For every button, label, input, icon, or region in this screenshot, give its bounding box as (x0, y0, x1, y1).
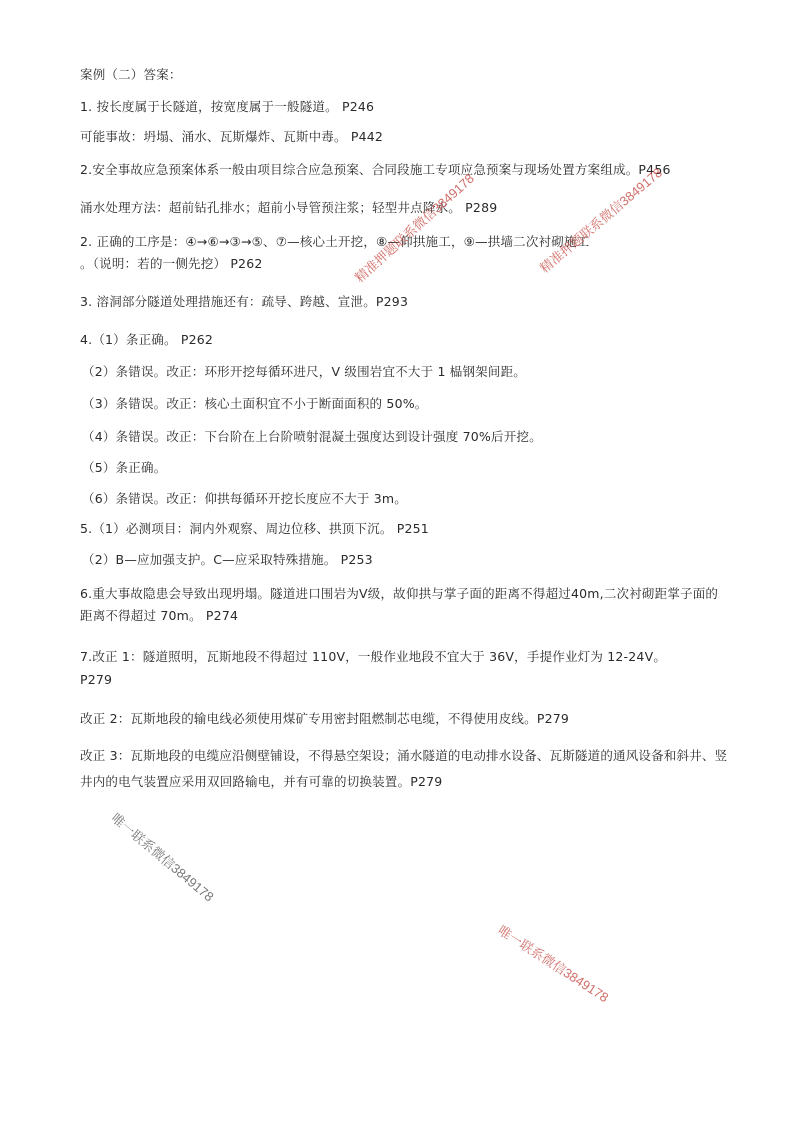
answer-line-1: 1. 按长度属于长隧道，按宽度属于一般隧道。 P246 (80, 99, 375, 114)
answer-line-6: 6.重大事故隐患会导致出现坍塌。隧道进口围岩为V级，故仰拱与掌子面的距离不得超过40m,二次衬砌距掌子面的距离不得超过 70m。 P274 (80, 586, 719, 623)
answer-line-procedure-note: 。（说明：若的一侧先挖） P262 (80, 256, 263, 271)
answer-line-7-1: 7.改正 1：隧道照明，瓦斯地段不得超过 110V，一般作业地段不宜大于 36V，手提作业灯为 12-24V。 (80, 649, 667, 664)
answer-heading: 案例（二）答案： (80, 67, 182, 82)
answer-line-2: 2.安全事故应急预案体系一般由项目综合应急预案、合同段施工专项应急预案与现场处置方案组成。P456 (80, 162, 671, 177)
watermark: 精准押题联系微信3849178 (352, 170, 477, 286)
answer-line-7-2: 改正 2：瓦斯地段的输电线必须使用煤矿专用密封阻燃制芯电缆，不得使用皮线。P279 (80, 711, 570, 726)
answer-line-3: 3. 溶洞部分隧道处理措施还有：疏导、跨越、宣泄。P293 (80, 294, 409, 309)
answer-line-procedure: 2. 正确的工序是：④→⑥→③→⑤、⑦—核心土开挖，⑧—仰拱施工，⑨—拱墙二次衬砌施工 (80, 234, 590, 249)
answer-line-4-3: （3）条错误。改正：核心土面积宜不小于断面面积的 50%。 (82, 396, 428, 411)
answer-line-4-2: （2）条错误。改正：环形开挖每循环进尺，V 级围岩宜不大于 1 榀钢架间距。 (82, 364, 526, 379)
answer-line-7-1-page: P279 (80, 672, 113, 687)
answer-line-4-5: （5）条正确。 (82, 460, 167, 475)
watermark: 唯一联系微信3849178 (495, 922, 612, 1006)
answer-line-4-6: （6）条错误。改正：仰拱每循环开挖长度应不大于 3m。 (82, 491, 407, 506)
answer-line-water-handling: 涌水处理方法：超前钻孔排水；超前小导管预注浆；轻型井点降水。 P289 (80, 200, 498, 215)
answer-line-5-1: 5.（1）必测项目：洞内外观察、周边位移、拱顶下沉。 P251 (80, 521, 429, 536)
watermark: 唯一联系微信3849178 (108, 810, 217, 905)
answer-line-4-4: （4）条错误。改正：下台阶在上台阶喷射混凝土强度达到设计强度 70%后开挖。 (82, 429, 542, 444)
answer-line-accidents: 可能事故：坍塌、涌水、瓦斯爆炸、瓦斯中毒。 P442 (80, 129, 384, 144)
answer-line-4-1: 4.（1）条正确。 P262 (80, 332, 214, 347)
answer-line-5-2: （2）B—应加强支护。C—应采取特殊措施。 P253 (82, 552, 373, 567)
watermark: 精准押题联系微信3849178 (536, 164, 666, 276)
answer-line-7-3: 改正 3：瓦斯地段的电缆应沿侧壁铺设，不得悬空架设；涌水隧道的电动排水设备、瓦斯隧道的通风设备和斜井、竖井内的电气装置应采用双回路输电，并有可靠的切换装置。P279 (80, 748, 728, 789)
